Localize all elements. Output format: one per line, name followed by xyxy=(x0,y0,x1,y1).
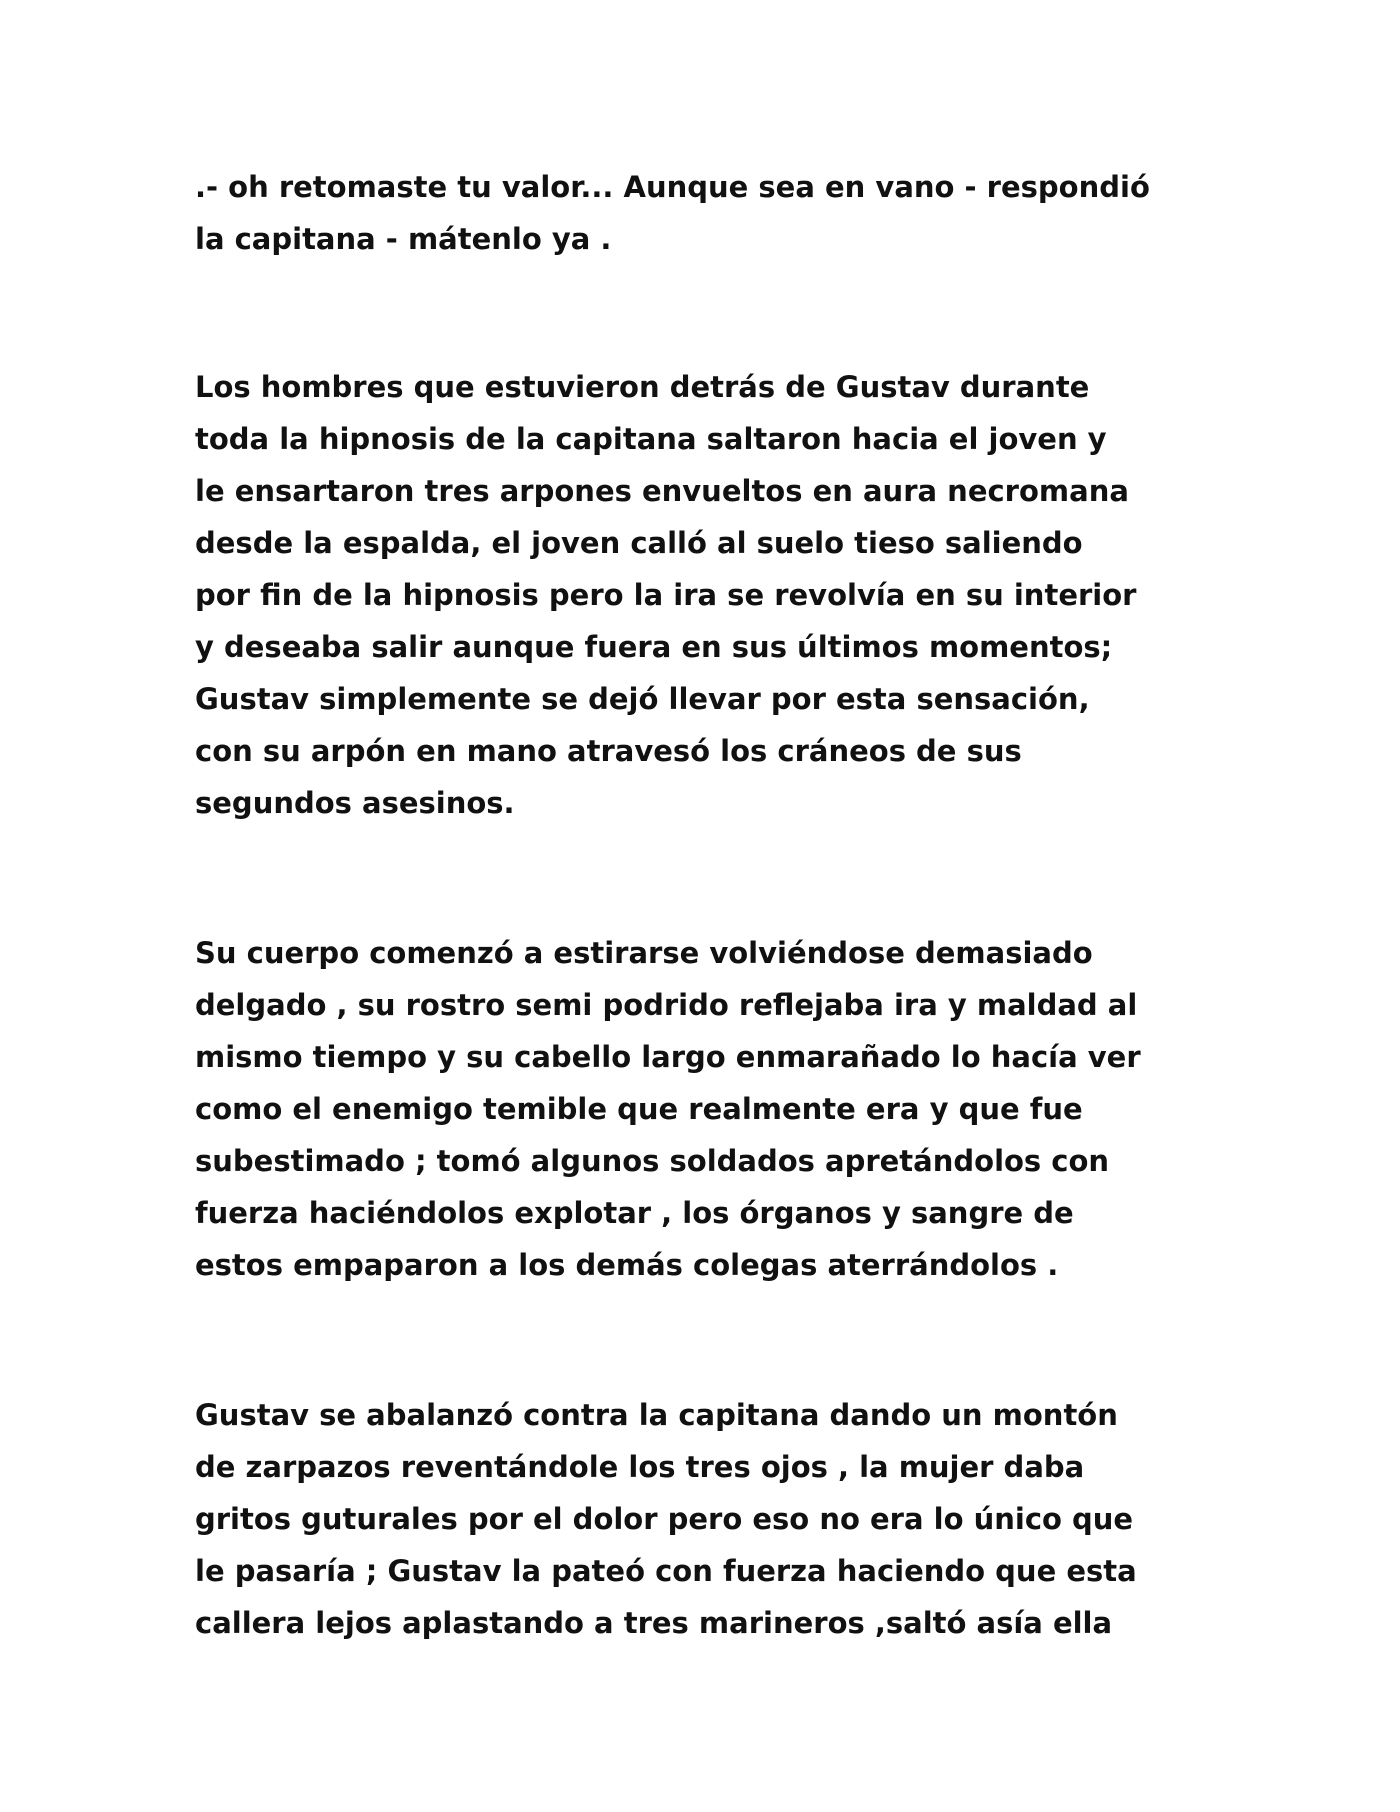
text-line: Gustav se abalanzó contra la capitana dando un montón xyxy=(195,1398,1118,1432)
text-line: le pasaría ; Gustav la pateó con fuerza haciendo que esta xyxy=(195,1554,1137,1588)
paragraph-2 xyxy=(195,361,1225,829)
paragraph-4 xyxy=(195,1389,1225,1649)
text-line: gritos guturales por el dolor pero eso no era lo único que xyxy=(195,1502,1134,1536)
text-line: delgado , su rostro semi podrido reflejaba ira y maldad al xyxy=(195,988,1138,1022)
text-line: estos empaparon a los demás colegas aterrándolos . xyxy=(195,1248,1059,1282)
text-line: desde la espalda, el joven calló al suelo tieso saliendo xyxy=(195,526,1083,560)
text-line: .- oh retomaste tu valor... Aunque sea en vano - respondió xyxy=(195,170,1150,204)
text-line: de zarpazos reventándole los tres ojos , la mujer daba xyxy=(195,1450,1085,1484)
text-line: y deseaba salir aunque fuera en sus últimos momentos; xyxy=(195,630,1113,664)
text-line: como el enemigo temible que realmente era y que fue xyxy=(195,1092,1083,1126)
text-line: por fin de la hipnosis pero la ira se revolvía en su interior xyxy=(195,578,1137,612)
paragraph-1 xyxy=(195,161,1225,265)
text-line: callera lejos aplastando a tres marineros ,saltó asía ella xyxy=(195,1606,1113,1640)
text-line: Su cuerpo comenzó a estirarse volviéndose demasiado xyxy=(195,936,1093,970)
text-line: con su arpón en mano atravesó los cráneos de sus xyxy=(195,734,1022,768)
text-line: subestimado ; tomó algunos soldados apretándolos con xyxy=(195,1144,1110,1178)
text-line: fuerza haciéndolos explotar , los órganos y sangre de xyxy=(195,1196,1074,1230)
text-line: mismo tiempo y su cabello largo enmarañado lo hacía ver xyxy=(195,1040,1141,1074)
text-line: Gustav simplemente se dejó llevar por esta sensación, xyxy=(195,682,1090,716)
text-line: toda la hipnosis de la capitana saltaron hacia el joven y xyxy=(195,422,1107,456)
text-line: Los hombres que estuvieron detrás de Gustav durante xyxy=(195,370,1090,404)
text-line: segundos asesinos. xyxy=(195,786,515,820)
text-line: le ensartaron tres arpones envueltos en aura necromana xyxy=(195,474,1129,508)
text-line: la capitana - mátenlo ya . xyxy=(195,222,612,256)
paragraph-3 xyxy=(195,927,1225,1291)
